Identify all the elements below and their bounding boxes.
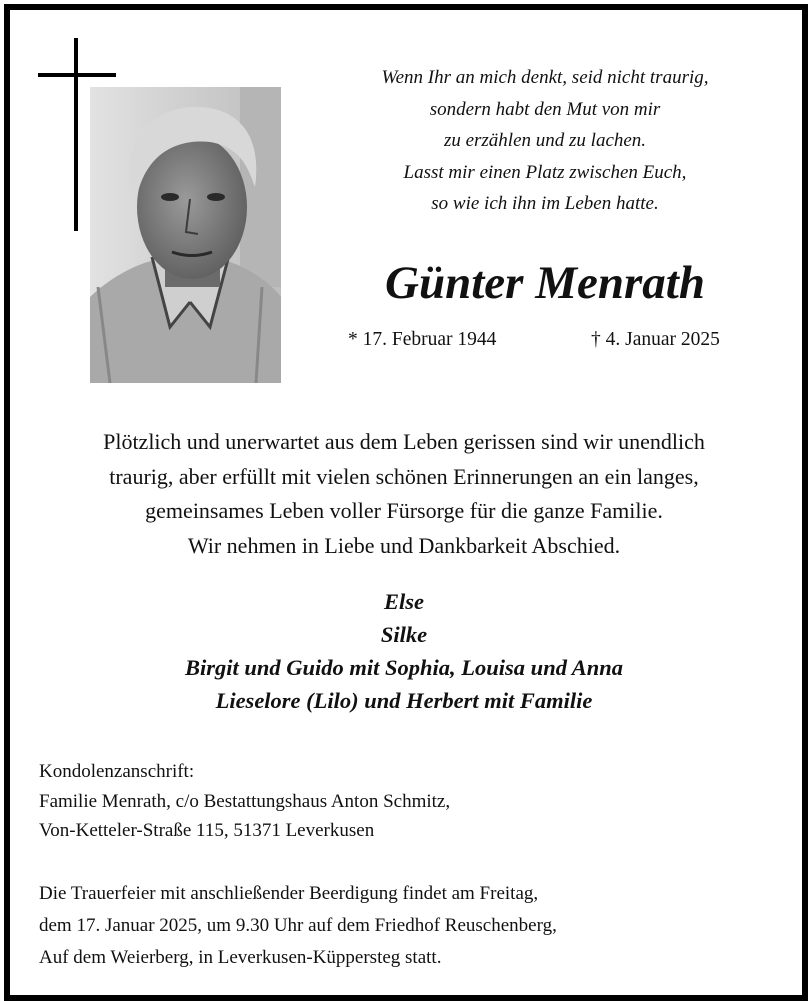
mourner-name: Else bbox=[383, 589, 424, 614]
message-line: Plötzlich und unerwartet aus dem Leben gerissen sind wir unendlich bbox=[103, 429, 705, 454]
death-date: † 4. Januar 2025 bbox=[591, 329, 720, 350]
mourner-name: Birgit und Guido mit Sophia, Louisa und Anna bbox=[184, 655, 624, 680]
poem-line: Wenn Ihr an mich denkt, seid nicht traurig, bbox=[381, 67, 709, 88]
poem-line: Lasst mir einen Platz zwischen Euch, bbox=[403, 161, 687, 183]
funeral-details bbox=[39, 878, 557, 974]
deceased-name: Günter Menrath bbox=[385, 257, 705, 309]
cross-horizontal-bar bbox=[38, 73, 116, 77]
poem-verse bbox=[330, 62, 760, 220]
condolence-address bbox=[39, 757, 450, 846]
condolence-line: Von-Ketteler-Straße 115, 51371 Leverkusen bbox=[39, 820, 375, 841]
mourner-name: Silke bbox=[380, 622, 428, 647]
birth-date: * 17. Februar 1944 bbox=[348, 329, 497, 350]
poem-line: zu erzählen und zu lachen. bbox=[443, 130, 647, 151]
funeral-line: dem 17. Januar 2025, um 9.30 Uhr auf dem Friedhof Reuschenberg, bbox=[39, 915, 557, 936]
message-line: gemeinsames Leben voller Fürsorge für die ganze Familie. bbox=[145, 498, 663, 523]
funeral-line: Die Trauerfeier mit anschließender Beerdigung findet am Freitag, bbox=[39, 883, 539, 904]
message-line: Wir nehmen in Liebe und Dankbarkeit Abschied. bbox=[187, 532, 621, 558]
funeral-line: Auf dem Weierberg, in Leverkusen-Küppersteg statt. bbox=[39, 947, 442, 968]
mourner-name: Lieselore (Lilo) und Herbert mit Familie bbox=[215, 688, 593, 713]
mourning-message bbox=[20, 425, 788, 563]
poem-line: so wie ich ihn im Leben hatte. bbox=[431, 193, 659, 214]
mourners-list bbox=[20, 585, 788, 717]
condolence-line: Familie Menrath, c/o Bestattungshaus Anton Schmitz, bbox=[39, 790, 451, 812]
message-line: traurig, aber erfüllt mit vielen schönen Erinnerungen an ein langes, bbox=[109, 463, 699, 489]
poem-line: sondern habt den Mut von mir bbox=[429, 98, 661, 120]
cross-vertical-bar bbox=[74, 38, 78, 231]
portrait-photo bbox=[90, 87, 281, 383]
condolence-line: Kondolenzanschrift: bbox=[39, 761, 195, 782]
